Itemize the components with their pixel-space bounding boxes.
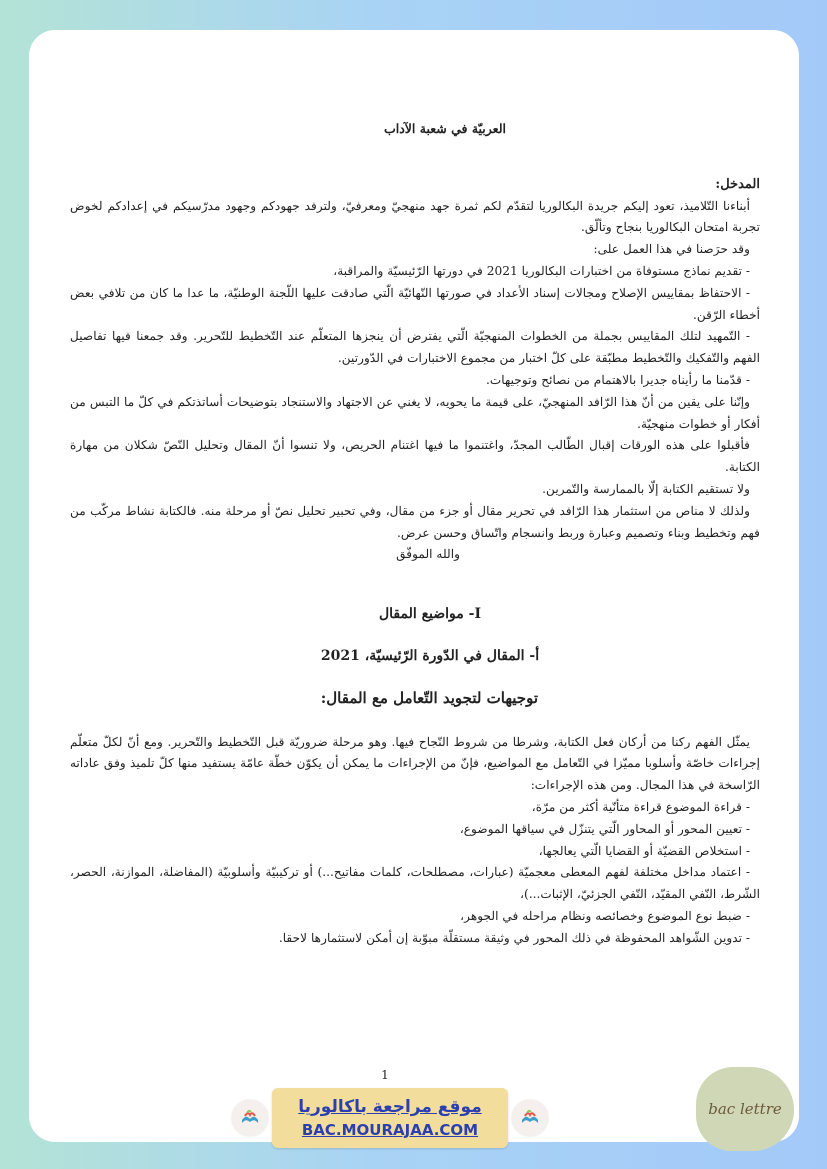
intro-bullet: - تقديم نماذج مستوفاة من اختبارات البكالوريا 2021 في دورتها الرّئيسيّة والمراقبة،	[333, 263, 750, 278]
document-title: العربيّة في شعبة الآداب	[384, 121, 506, 136]
guide-paragraph: يمثّل الفهم ركنا من أركان فعل الكتابة، وشرطا من شروط النّجاح فيها. وهو مرحلة ضروريّة قبل التّخطيط والتّحرير. ومع أنّ لكلّ متعلّم إجراءات خاصّة وأسلوبا مميّزا في التّعامل مع المواضيع، فإنّ من الإجراءات ما يمكن أن يكوّن خطّة عامّة يستفيد منها كلّ تلميذ وفق عاداته الرّاسخة في هذا المجال. ومن هذه الإجراءات:	[70, 734, 760, 793]
intro-paragraph: أبناءنا التّلاميذ، تعود إليكم جريدة البكالوريا لتقدّم لكم ثمرة جهد منهجيّ ومعرفيّ، ولترفد جهودكم وجهود مدرّسيكم في إعدادكم لخوض تجربة امتحان البكالوريا بنجاح وتألّق.	[70, 198, 760, 235]
guide-bullet: - تعيين المحور أو المحاور الّتي يتنزّل في سياقها الموضوع،	[459, 821, 750, 836]
intro-paragraph: وقد حرَصنا في هذا العمل على:	[593, 242, 750, 257]
page-number: 1	[381, 1068, 389, 1082]
guide-bullet: - استخلاص القضيّة أو القضايا الّتي يعالجها،	[538, 843, 750, 858]
intro-paragraph: فأقبلوا على هذه الورقات إقبال الطّالب المجدّ، واغتنموا ما فيها اغتنام الحريص، ولا تنسوا أنّ المقال وتحليل النّصّ شكلان من مهارة الكتابة.	[70, 438, 760, 475]
book-logo-icon	[512, 1100, 548, 1136]
book-logo-icon	[232, 1100, 268, 1136]
intro-paragraph: ولذلك لا مناص من استثمار هذا الرّافد في تحرير مقال أو جزء من مقال، وفي تحبير تحليل نصّ أو مرحلة منه. فالكتابة نشاط مركّب من فهم وتخطيط وبناء وتصميم وعبارة وربط وانسجام واتّساق وحسن عرض.	[70, 503, 760, 540]
subsection-title: أ- المقال في الدّورة الرّئيسيّة، 2021	[320, 647, 540, 664]
guide-bullet: - قراءة الموضوع قراءة متأنّية أكثر من مرّة،	[531, 799, 750, 814]
guide-bullet: - اعتماد مداخل مختلفة لفهم المعطى معجميّة (عبارات، مصطلحات، كلمات مفاتيح...) أو تركيبيّة وأسلوبيّة (المفاضلة، الموازنة، الحصر، الشّرط، النّفي المقيّد، النّفي الجزئيّ، الإثبات...)،	[70, 865, 760, 902]
guide-bullet: - تدوين الشّواهد المحفوظة في ذلك المحور في وثيقة مستقلّة مبوّبة إن أمكن لاستثمارها لاحقا.	[278, 930, 750, 945]
intro-paragraph: وإنّنا على يقين من أنّ هذا الرّافد المنهجيّ، على قيمة ما يحويه، لا يغني عن الاجتهاد والاستنجاد بتوضيحات أساتذتكم في كلّ ما التبس من أفكار أو خطوات منهجيّة.	[70, 394, 760, 431]
intro-paragraph: ولا تستقيم الكتابة إلّا بالممارسة والتّمرين.	[542, 481, 750, 496]
guide-bullet: - ضبط نوع الموضوع وخصائصه ونظام مراحله في الجوهر،	[460, 908, 750, 923]
bac-lettre-badge: bac lettre	[696, 1067, 794, 1151]
signature: والله الموفّق	[396, 547, 460, 562]
site-banner[interactable]	[272, 1088, 508, 1148]
guide-title: توجيهات لتجويد التّعامل مع المقال:	[320, 688, 538, 707]
site-name-link[interactable]: موقع مراجعة باكالوريا	[298, 1097, 482, 1117]
intro-bullet: - التّمهيد لتلك المقاييس بجملة من الخطوات المنهجيّة الّتي يفترض أن ينجزها المتعلّم عند التّخطيط للتّحرير. وقد جمعنا فيها تفاصيل الفهم والتّفكيك والتّخطيط مطبّقة على كلّ اختبار من مجموع الاختبارات في الدّورتين.	[70, 329, 760, 366]
intro-heading: المدخل:	[715, 176, 760, 192]
site-url-link[interactable]: BAC.MOURAJAA.COM	[301, 1121, 479, 1139]
document-body	[70, 118, 760, 950]
section-title: I- مواضيع المقال	[378, 606, 482, 623]
intro-bullet: - قدّمنا ما رأيناه جديرا بالاهتمام من نصائح وتوجيهات.	[485, 372, 750, 387]
intro-bullet: - الاحتفاظ بمقاييس الإصلاح ومجالات إسناد الأعداد في صورتها النّهائيّة الّتي صادقت عليها اللّجنة الوطنيّة، ما عدا ما كان من تلافي بعض أخطاء الرّقن.	[70, 285, 760, 322]
